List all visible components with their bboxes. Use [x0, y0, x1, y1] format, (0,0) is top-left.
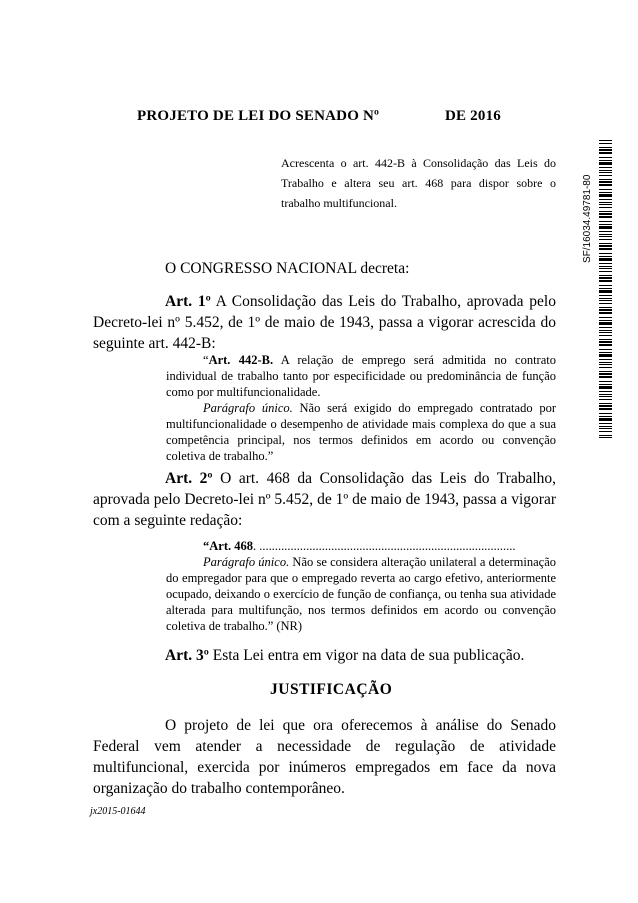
title-part1: PROJETO DE LEI DO SENADO Nº	[137, 108, 380, 124]
article-1-text: A Consolidação das Leis do Trabalho, aprovada pelo Decreto-lei nº 5.452, de 1º de maio de 1943, passa a vigorar acrescida do seguinte art. 442-B:	[93, 293, 556, 352]
quote2-paragraph-label: Parágrafo único.	[203, 555, 290, 569]
justificacao-paragraph	[93, 715, 556, 799]
justificacao-text: O projeto de lei que ora oferecemos à análise do Senado Federal vem atender a necessidade de regulação de atividade multifuncional, exercida por inúmeros empregados em face da nova organização do trabalho contemporâneo.	[93, 717, 556, 797]
article-1-label: Art. 1º	[165, 293, 211, 310]
quote2-paragraph-text: Não se considera alteração unilateral a determinação do empregador para que o empregado reverta ao cargo efetivo, anteriormente ocupado, deixando o exercício de função de confiança, ou tenha sua atividade alterada para multifunção, nos termos definidos em acordo ou convenção coletiva de trabalho.” (NR)	[166, 555, 556, 633]
title-part2: DE 2016	[445, 108, 501, 124]
quote1-text: A relação de emprego será admitida no contrato individual de trabalho tanto por especificidade ou predominância de função como por multifuncionalidade.	[166, 353, 556, 399]
document-title-year	[445, 108, 501, 125]
barcode-label-text: SF/16034.49781-80	[582, 174, 593, 263]
quote2-dots: . ..................................................................................	[253, 539, 516, 553]
quote1-paragraph-label: Parágrafo único.	[203, 401, 293, 415]
quote1-label: Art. 442-B.	[208, 353, 274, 367]
article-3-label: Art. 3º	[165, 647, 209, 664]
quote2-label: “Art. 468	[203, 539, 253, 553]
quoted-article-468	[166, 538, 556, 634]
document-title	[137, 108, 379, 125]
barcode	[599, 140, 612, 438]
article-2-label: Art. 2º	[165, 470, 213, 487]
barcode-label	[576, 145, 596, 265]
decreta-text: O CONGRESSO NACIONAL decreta:	[165, 260, 410, 277]
document-code: jx2015-01644	[90, 806, 146, 817]
quote1-paragraph-text: Não será exigido do empregado contratado por multifuncionalidade o desempenho de atividade mais complexa do que a sua competência principal, nos termos definidos em acordo ou convenção coletiva de trabalho.”	[166, 401, 556, 463]
open-quote: “	[203, 353, 209, 367]
ementa: Acrescenta o art. 442-B à Consolidação das Leis do Trabalho e altera seu art. 468 para dispor sobre o trabalho multifuncional.	[281, 156, 556, 210]
article-3	[93, 645, 556, 666]
article-2-text: O art. 468 da Consolidação das Leis do Trabalho, aprovada pelo Decreto-lei nº 5.452, de 1º de maio de 1943, passa a vigorar com a seguinte redação:	[93, 470, 557, 529]
article-2	[93, 468, 556, 531]
justificacao-heading: JUSTIFICAÇÃO	[270, 681, 393, 698]
article-3-text: Esta Lei entra em vigor na data de sua publicação.	[212, 647, 525, 664]
decreta-line	[93, 258, 556, 279]
quoted-article-442b	[166, 352, 556, 464]
article-1	[93, 291, 556, 354]
